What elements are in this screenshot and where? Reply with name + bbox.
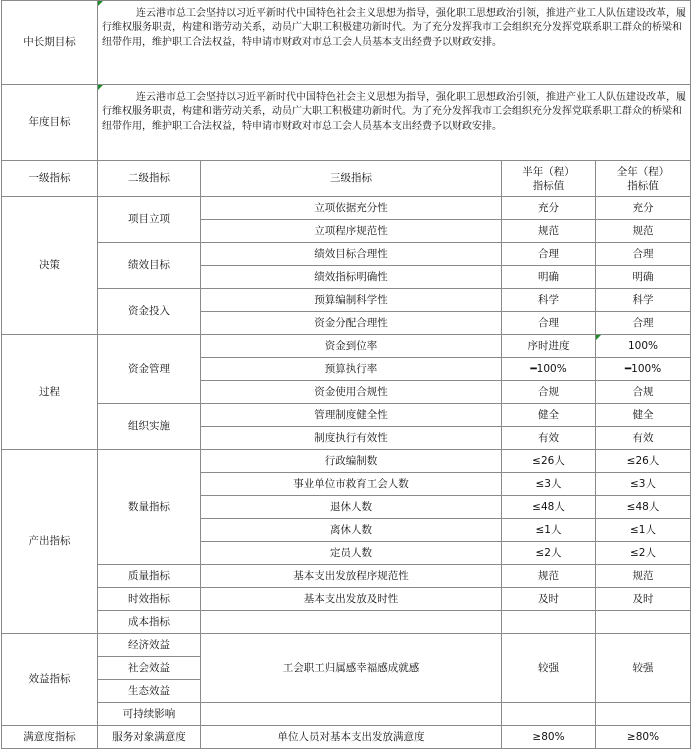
table-row — [2, 611, 691, 634]
full-year-value: 合规 — [596, 381, 691, 404]
indicator-name: 制度执行有效性 — [201, 427, 502, 450]
half-year-value: 科学 — [502, 289, 596, 312]
subgroup-social: 社会效益 — [98, 657, 201, 680]
performance-target-table — [1, 0, 691, 749]
subgroup-economic: 经济效益 — [98, 634, 201, 657]
half-year-value: 健全 — [502, 404, 596, 427]
half-year-value: ≤3人 — [502, 473, 596, 496]
subgroup-cost: 成本指标 — [98, 611, 201, 634]
subgroup-fund-mgmt: 资金管理 — [98, 335, 201, 404]
half-year-value: 合理 — [502, 243, 596, 266]
subgroup-org-impl: 组织实施 — [98, 404, 201, 450]
subgroup-performance: 绩效目标 — [98, 243, 201, 289]
full-year-value: 合理 — [596, 243, 691, 266]
subgroup-ecological: 生态效益 — [98, 680, 201, 703]
indicator-name: 工会职工归属感幸福感成就感 — [201, 634, 502, 703]
full-year-value: 规范 — [596, 565, 691, 588]
subgroup-project: 项目立项 — [98, 197, 201, 243]
full-year-value: 科学 — [596, 289, 691, 312]
half-year-value: 合理 — [502, 312, 596, 335]
long-term-goal-label: 中长期目标 — [2, 1, 98, 85]
indicator-name: 预算编制科学性 — [201, 289, 502, 312]
header-row — [2, 161, 691, 197]
indicator-name — [201, 611, 502, 634]
full-year-value: 明确 — [596, 266, 691, 289]
subgroup-service-target: 服务对象满意度 — [98, 726, 201, 749]
indicator-name: 事业单位市救育工会人数 — [201, 473, 502, 496]
half-year-value: 合规 — [502, 381, 596, 404]
indicator-name: 离休人数 — [201, 519, 502, 542]
full-year-value: ≤3人 — [596, 473, 691, 496]
indicator-name: 立项依据充分性 — [201, 197, 502, 220]
table-row — [2, 243, 691, 266]
indicator-name: 资金到位率 — [201, 335, 502, 358]
table-row — [2, 634, 691, 657]
indicator-name: 绩效目标合理性 — [201, 243, 502, 266]
full-year-value: 及时 — [596, 588, 691, 611]
subgroup-timeliness: 时效指标 — [98, 588, 201, 611]
full-year-value: 充分 — [596, 197, 691, 220]
long-term-goal-text: 连云港市总工会坚持以习近平新时代中国特色社会主义思想为指导，强化职工思想政治引领，推进产业工人队伍建设改革，履行维权服务职责，构建和谐劳动关系，动员广大职工积极建功新时代。为了充分发挥我市工会组织充分发挥党联系职工群众的桥梁和纽带作用，维护职工合法权益，特申请市财政对市总工会人员基本支出经费予以财政安排。 — [98, 1, 691, 85]
indicator-name: 行政编制数 — [201, 450, 502, 473]
full-year-value: ≤1人 — [596, 519, 691, 542]
indicator-name: 立项程序规范性 — [201, 220, 502, 243]
full-year-value: 100% — [596, 335, 691, 358]
annual-goal-label: 年度目标 — [2, 85, 98, 161]
half-year-value: 及时 — [502, 588, 596, 611]
indicator-name: 定员人数 — [201, 542, 502, 565]
cell-comment-marker — [596, 335, 601, 340]
table-row — [2, 588, 691, 611]
subgroup-funding: 资金投入 — [98, 289, 201, 335]
full-year-value: 健全 — [596, 404, 691, 427]
cell-comment-marker — [98, 85, 103, 90]
indicator-name: 预算执行率 — [201, 358, 502, 381]
full-year-value — [596, 703, 691, 726]
indicator-name: 退休人数 — [201, 496, 502, 519]
half-year-value: ≤26人 — [502, 450, 596, 473]
full-year-value: 规范 — [596, 220, 691, 243]
group-process: 过程 — [2, 335, 98, 450]
indicator-name: 管理制度健全性 — [201, 404, 502, 427]
full-year-value: ≥80% — [596, 726, 691, 749]
subgroup-quantity: 数量指标 — [98, 450, 201, 565]
indicator-name: 资金分配合理性 — [201, 312, 502, 335]
group-benefit: 效益指标 — [2, 634, 98, 726]
table-row — [2, 703, 691, 726]
subgroup-sustainable: 可持续影响 — [98, 703, 201, 726]
full-year-value: ≤26人 — [596, 450, 691, 473]
indicator-name: 基本支出发放及时性 — [201, 588, 502, 611]
half-year-value: ≤2人 — [502, 542, 596, 565]
group-output: 产出指标 — [2, 450, 98, 634]
header-full-year: 全年（程） 指标值 — [596, 161, 691, 197]
table-row — [2, 289, 691, 312]
header-level1: 一级指标 — [2, 161, 98, 197]
half-year-value: 明确 — [502, 266, 596, 289]
half-year-value: ≤1人 — [502, 519, 596, 542]
indicator-name: 绩效指标明确性 — [201, 266, 502, 289]
full-year-value: 有效 — [596, 427, 691, 450]
header-level3: 三级指标 — [201, 161, 502, 197]
half-year-value — [502, 611, 596, 634]
half-year-value: 较强 — [502, 634, 596, 703]
long-term-goal-row — [2, 1, 691, 85]
table-row — [2, 197, 691, 220]
header-half-year: 半年（程） 指标值 — [502, 161, 596, 197]
half-year-value: 有效 — [502, 427, 596, 450]
header-level2: 二级指标 — [98, 161, 201, 197]
annual-goal-text: 连云港市总工会坚持以习近平新时代中国特色社会主义思想为指导，强化职工思想政治引领，推进产业工人队伍建设改革，履行维权服务职责，构建和谐劳动关系，动员广大职工积极建功新时代。为了充分发挥我市工会组织充分发挥党联系职工群众的桥梁和纽带作用，维护职工合法权益，特申请市财政对市总工会人员基本支出经费予以财政安排。 — [98, 85, 691, 161]
table-row — [2, 335, 691, 358]
full-year-value: ━100% — [596, 358, 691, 381]
full-year-value: 合理 — [596, 312, 691, 335]
cell-comment-marker — [98, 1, 103, 6]
indicator-name: 基本支出发放程序规范性 — [201, 565, 502, 588]
table-row — [2, 565, 691, 588]
half-year-value: ━100% — [502, 358, 596, 381]
half-year-value: 充分 — [502, 197, 596, 220]
half-year-value: 序时进度 — [502, 335, 596, 358]
half-year-value: ≤48人 — [502, 496, 596, 519]
annual-goal-row — [2, 85, 691, 161]
table-row — [2, 726, 691, 749]
half-year-value: 规范 — [502, 220, 596, 243]
full-year-value: ≤48人 — [596, 496, 691, 519]
indicator-name — [201, 703, 502, 726]
table-row — [2, 404, 691, 427]
half-year-value: ≥80% — [502, 726, 596, 749]
full-year-value: ≤2人 — [596, 542, 691, 565]
group-decision: 决策 — [2, 197, 98, 335]
indicator-name: 单位人员对基本支出发放满意度 — [201, 726, 502, 749]
subgroup-quality: 质量指标 — [98, 565, 201, 588]
half-year-value — [502, 703, 596, 726]
full-year-value: 较强 — [596, 634, 691, 703]
table-row — [2, 450, 691, 473]
half-year-value: 规范 — [502, 565, 596, 588]
full-year-value — [596, 611, 691, 634]
group-satisfaction: 满意度指标 — [2, 726, 98, 749]
indicator-name: 资金使用合规性 — [201, 381, 502, 404]
